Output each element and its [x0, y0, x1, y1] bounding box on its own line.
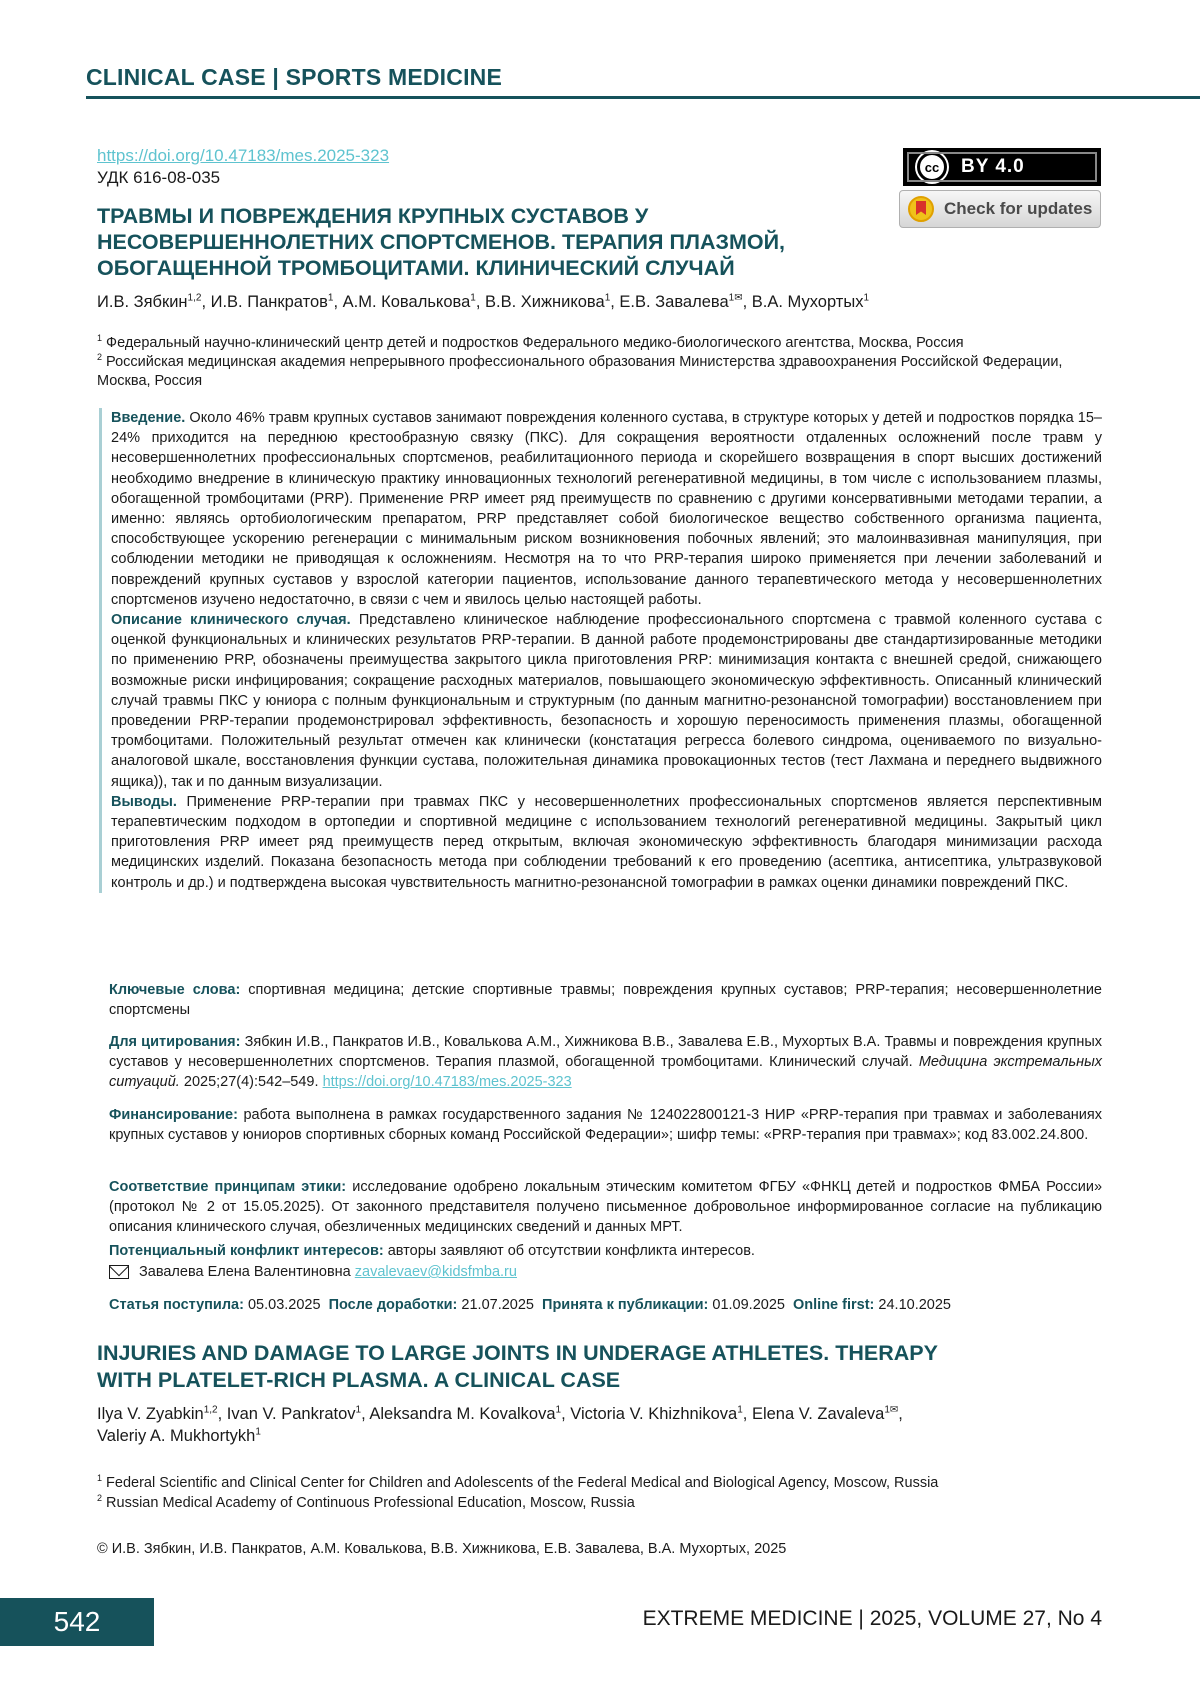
citation-label: Для цитирования:	[109, 1034, 241, 1050]
citation-volume: 2025;27(4):542–549.	[183, 1074, 319, 1091]
case-text: Представлено клиническое наблюдение профессионального спортсмена с травмой коленного сустава с оценкой функциональных и клинических результатов PRP-терапии. В данной работе продемонстрированы две стандартизированные методики по применению PRP, обозначены преимущества закрытого цикла приготовления PRP: минимизация контакта с внешней средой, снижающего возможные риски инфицирования; сокращение расходных материалов, повышающего экономическую эффективность. Описанный клинический случай травмы ПКС у юниора с полным функциональным и структурным (по данным магнитно-резонансной томографии) восстановлением при проведении PRP-терапии продемонстрировал эффективность, безопасность и хорошую переносимость применения плазмы, обогащенной тромбоцитами. Положительный результат отмечен как клинически (констатация регресса болевого синдрома, оцениваемого по визуально-аналоговой шкале, восстановления функции сустава, положительная динамика провокационных тестов (тест Лахмана и переднего выдвижного ящика)), так и по данным визуализации.	[111, 612, 1103, 790]
funding-text: работа выполнена в рамках государственного задания № 124022800121-3 НИР «PRP-терапия при травмах и заболеваниях крупных суставов у юниоров спортивных сборных команд Российской Федерации»; шифр темы: «PRP-терапия при травмах»; код 83.002.24.800.	[109, 1107, 1103, 1144]
funding-block	[109, 1105, 1102, 1145]
author-name: Ivan V. Pankratov	[226, 1405, 356, 1423]
author-affiliation-mark: 1	[255, 1426, 261, 1438]
author-affiliation-mark: 1	[470, 292, 476, 304]
intro-label: Введение.	[111, 410, 186, 426]
date-label: Статья поступила:	[109, 1297, 244, 1313]
author-separator: ,	[898, 1405, 903, 1423]
author-en-3	[369, 1405, 570, 1423]
funding-label: Финансирование:	[109, 1107, 238, 1123]
author-name: А.М. Ковалькова	[342, 293, 471, 311]
correspondence	[109, 1264, 517, 1280]
author-en-1	[97, 1405, 227, 1423]
author-ru-4	[485, 293, 619, 311]
author-separator: ,	[610, 293, 620, 311]
license-label: BY 4.0	[961, 156, 1025, 177]
author-separator: ,	[361, 1405, 370, 1423]
keywords-text: спортивная медицина; детские спортивные травмы; повреждения крупных суставов; PRP-терапия; несовершеннолетние спортсмены	[109, 982, 1102, 1019]
abstract-conclusions	[111, 792, 1102, 893]
author-separator: ,	[742, 1405, 752, 1423]
correspondence-email-link[interactable]: zavalevaev@kidsfmba.ru	[354, 1264, 517, 1280]
author-name: Aleksandra M. Kovalkova	[369, 1405, 556, 1423]
affiliation-number: 1	[97, 1473, 103, 1483]
author-separator: ,	[561, 1405, 571, 1423]
bookmark-icon	[908, 196, 934, 222]
author-affiliation-mark: 1,2	[203, 1404, 218, 1416]
author-separator: ,	[217, 1405, 227, 1423]
check-updates-badge[interactable]	[899, 190, 1101, 228]
author-separator: ,	[475, 293, 485, 311]
author-affiliation-mark: 1	[327, 292, 334, 304]
author-list-en	[97, 1403, 997, 1447]
affiliation-text: Российская медицинская академия непрерывного профессионального образования Министерства здравоохранения Российской Федерации, Москва, Россия	[97, 353, 1063, 389]
ethics-label: Соответствие принципам этики:	[109, 1179, 347, 1195]
author-affiliation-mark: 1,2	[187, 292, 202, 304]
affiliation-number: 2	[97, 1493, 103, 1503]
date-value: 05.03.2025	[247, 1297, 321, 1313]
author-name: В.В. Хижникова	[484, 293, 605, 311]
author-affiliation-mark: 1	[355, 1404, 362, 1416]
author-separator: ,	[201, 293, 211, 311]
author-name: И.В. Панкратов	[210, 293, 328, 311]
date-value: 01.09.2025	[712, 1297, 785, 1313]
author-ru-3	[343, 293, 485, 311]
affiliation-number: 1	[97, 333, 103, 343]
conflict-text: авторы заявляют об отсутствии конфликта интересов.	[387, 1243, 755, 1259]
author-separator: ,	[742, 293, 752, 311]
author-en-5	[752, 1405, 903, 1423]
author-name: В.А. Мухортых	[751, 293, 864, 311]
correspondence-name: Завалева Елена Валентиновна	[139, 1264, 351, 1280]
abstract-case	[111, 610, 1102, 792]
article-title-ru: ТРАВМЫ И ПОВРЕЖДЕНИЯ КРУПНЫХ СУСТАВОВ У НЕСОВЕРШЕННОЛЕТНИХ СПОРТСМЕНОВ. ТЕРАПИЯ ПЛАЗМОЙ, ОБОГАЩЕННОЙ ТРОМБОЦИТАМИ. КЛИНИЧЕСКИЙ СЛУЧАЙ	[97, 204, 786, 280]
citation-block	[109, 1032, 1102, 1093]
cc-icon: cc	[917, 152, 947, 182]
date-value: 21.07.2025	[461, 1297, 534, 1313]
conflict-label: Потенциальный конфликт интересов:	[109, 1243, 384, 1259]
affiliation-text: Федеральный научно-клинический центр детей и подростков Федерального медико-биологического агентства, Москва, Россия	[106, 334, 964, 351]
copyright-notice: © И.В. Зябкин, И.В. Панкратов, А.М. Ковалькова, В.В. Хижникова, Е.В. Завалева, В.А. Мухортых, 2025	[97, 1541, 787, 1557]
author-name: И.В. Зябкин	[97, 293, 188, 311]
article-title-en: INJURIES AND DAMAGE TO LARGE JOINTS IN UNDERAGE ATHLETES. THERAPY WITH PLATELET-RICH PLASMA. A CLINICAL CASE	[97, 1341, 938, 1392]
author-affiliation-mark: 1✉	[884, 1404, 899, 1416]
abstract-introduction	[111, 408, 1102, 610]
date-label: Online first:	[793, 1297, 875, 1313]
envelope-icon	[109, 1265, 129, 1279]
author-name: Valeriy A. Mukhortykh	[97, 1427, 256, 1445]
conflict-block	[109, 1241, 1102, 1261]
conclusions-label: Выводы.	[111, 793, 177, 810]
intro-text: Около 46% травм крупных суставов занимают повреждения коленного сустава, в структуре которых у детей и подростков порядка 15–24% приходится на переднюю крестообразную связку (ПКС). Для сокращения вероятности отдаленных осложнений после травм у несовершеннолетних профессиональных спортсменов, реабилитационного периода и скорейшего возвращения в спорт высших достижений необходимо внедрение в клиническую практику инновационных технологий регенеративной медицины, в том числе с использованием плазмы, обогащенной тромбоцитами (PRP). Применение PRP имеет ряд преимуществ по сравнению с другими консервативными методами терапии, а именно: являясь ортобиологическим препаратом, PRP представляет собой биологическое вещество собственного организма пациента, способствующее ускорению регенерации с минимальным риском возникновения побочных явлений; это малоинвазивная манипуляция, при соблюдении методики не приводящая к осложнениям. Несмотря на то что PRP-терапия широко применяется при лечении заболеваний и повреждений крупных суставов у взрослой категории пациентов, использование данного терапевтического метода у несовершеннолетних спортсменов изучено недостаточно, в связи с чем и явилось целью настоящей работы.	[111, 410, 1103, 608]
citation-journal: Медицина экстремальных ситуаций.	[109, 1054, 1102, 1091]
author-ru-1	[97, 293, 211, 311]
conclusions-text: Применение PRP-терапии при травмах ПКС у несовершеннолетних профессиональных спортсменов является перспективным терапевтическим подходом в ортопедии и спортивной медицине с использованием технологий регенеративной медицины. Закрытый цикл приготовления PRP имеет ряд преимуществ перед открытым, включая экономическую эффективность благодаря минимизации расхода медицинских изделий. Показана безопасность метода при соблюдении требований к его проведению (асептика, антисептика, ультразвуковой контроль и др.) и подтверждена высокая чувствительность магнитно-резонансной томографии в рамках оценки динамики повреждений ПКС.	[111, 793, 1103, 891]
date-label: После доработки:	[328, 1297, 458, 1313]
author-affiliation-mark: 1	[555, 1404, 562, 1416]
affiliation-2-en	[97, 1489, 1100, 1513]
affiliation-2-ru	[97, 348, 1100, 391]
affiliation-text: Russian Medical Academy of Continuous Professional Education, Moscow, Russia	[106, 1494, 635, 1511]
author-name: Е.В. Завалева	[619, 293, 729, 311]
author-ru-6	[752, 293, 869, 311]
affiliation-number: 2	[97, 352, 103, 362]
author-affiliation-mark: 1	[737, 1404, 743, 1416]
affiliation-text: Federal Scientific and Clinical Center for Children and Adolescents of the Federal Medical and Biological Agency, Moscow, Russia	[106, 1474, 939, 1491]
doi-link[interactable]: https://doi.org/10.47183/mes.2025-323	[97, 146, 390, 165]
keywords-label: Ключевые слова:	[109, 982, 241, 998]
check-updates-label: Check for updates	[944, 199, 1093, 218]
author-ru-2	[211, 293, 343, 311]
author-separator: ,	[333, 293, 343, 311]
author-affiliation-mark: 1	[863, 292, 870, 304]
section-header: CLINICAL CASE | SPORTS MEDICINE	[86, 64, 503, 90]
author-affiliation-mark: 1✉	[728, 292, 743, 304]
author-en-2	[227, 1405, 370, 1423]
author-affiliation-mark: 1	[604, 292, 611, 304]
ethics-block	[109, 1177, 1102, 1238]
keywords-block	[109, 980, 1102, 1020]
page-number: 542	[0, 1598, 154, 1646]
case-label: Описание клинического случая.	[111, 612, 351, 629]
author-en-6	[97, 1427, 261, 1445]
ethics-text: исследование одобрено локальным этическим комитетом ФГБУ «ФНКЦ детей и подростков ФМБА России» (протокол № 2 от 15.05.2025). От законного представителя получено письменное добровольное информированное согласие на публикацию описания клинического случая, обезличенных медицинских сведений и данных МРТ.	[109, 1179, 1103, 1236]
author-name: Victoria V. Khizhnikova	[570, 1405, 738, 1423]
author-name: Ilya V. Zyabkin	[97, 1405, 204, 1423]
article-dates	[109, 1297, 951, 1313]
author-name: Elena V. Zavaleva	[751, 1405, 885, 1423]
author-list-ru	[97, 293, 869, 312]
abstract-ru	[99, 408, 1102, 893]
citation-doi-link[interactable]: https://doi.org/10.47183/mes.2025-323	[322, 1074, 572, 1091]
cc-license-badge[interactable]	[903, 148, 1101, 186]
udk-code: УДК 616-08-035	[97, 168, 221, 187]
date-label: Принята к публикации:	[542, 1297, 709, 1313]
journal-footer: EXTREME MEDICINE | 2025, VOLUME 27, No 4	[642, 1607, 1102, 1630]
author-ru-5	[619, 293, 751, 311]
citation-text: Зябкин И.В., Панкратов И.В., Ковалькова А.М., Хижникова В.В., Завалева Е.В., Мухортых В.А. Травмы и повреждения крупных суставов у несовершеннолетних спортсменов. Терапия плазмой, обогащенной тромбоцитами. Клинический случай.	[109, 1034, 1103, 1071]
author-en-4	[570, 1405, 752, 1423]
date-value: 24.10.2025	[878, 1297, 951, 1313]
header-divider	[86, 96, 1200, 99]
